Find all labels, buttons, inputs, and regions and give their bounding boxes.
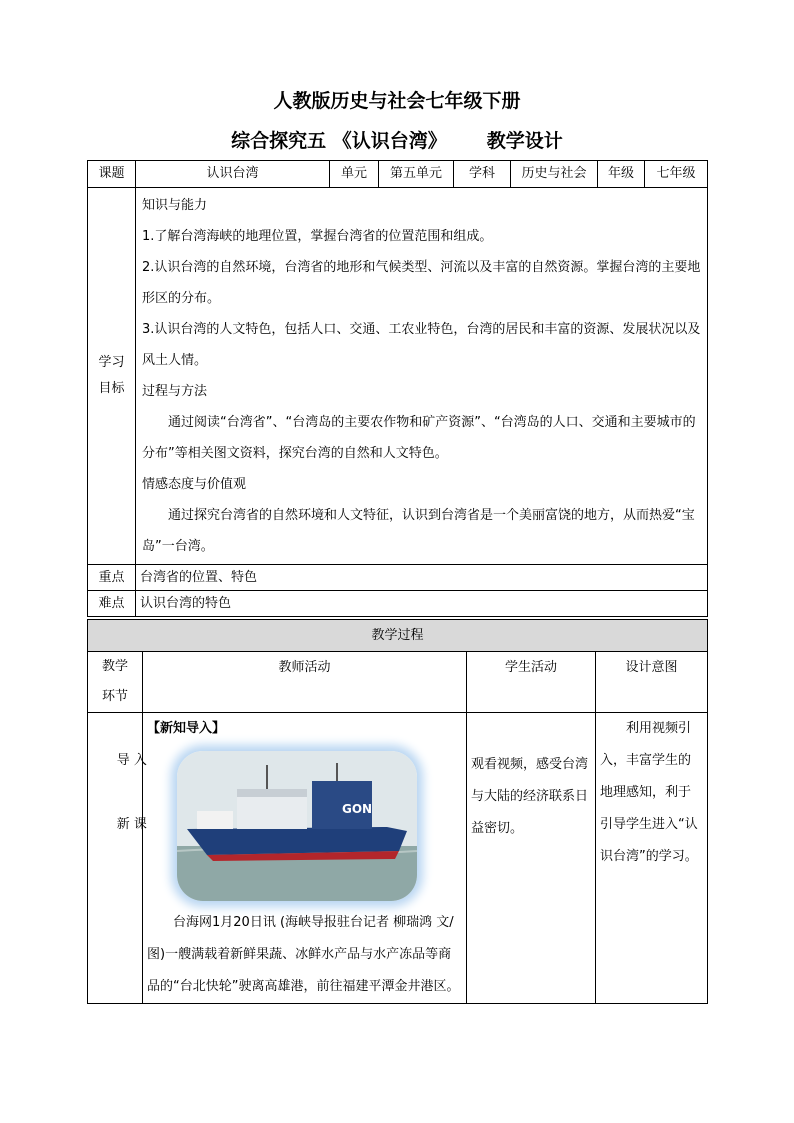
intro-design — [596, 713, 708, 1004]
emotion-text: 通过探究台湾省的自然环境和人文特征，认识到台湾省是一个美丽富饶的地方，从而热爱“宝岛”一台湾。 — [142, 508, 695, 554]
col-stage — [88, 652, 143, 713]
process-text: 通过阅读“台湾省”、“台湾岛的主要农作物和矿产资源”、“台湾岛的人口、交通和主要城市的分布”等相关图文资料，探究台湾的自然和人文特色。 — [142, 415, 696, 461]
emotion-heading: 情感态度与价值观 — [142, 477, 247, 492]
goals-label-line1: 学习 — [98, 355, 125, 370]
col-teacher: 教师活动 — [143, 652, 467, 713]
ship-logo-text: GON — [342, 802, 373, 816]
knowledge-item-3: 3.认识台湾的人文特色，包括人口、交通、工农业特色，台湾的居民和丰富的资源、发展状况以及风土人情。 — [142, 322, 701, 368]
process-band-row — [88, 620, 708, 652]
difficulties-value: 认识台湾的特色 — [136, 591, 708, 617]
difficulties-label: 难点 — [88, 591, 136, 617]
goals-label-line2: 目标 — [98, 381, 125, 396]
subject-value: 历史与社会 — [511, 161, 598, 188]
unit-label: 单元 — [330, 161, 379, 188]
process-heading: 过程与方法 — [142, 384, 208, 399]
subtitle-part-b: 教学设计 — [486, 130, 563, 152]
process-band: 教学过程 — [88, 620, 708, 652]
design-text: 利用视频引入，丰富学生的地理感知，利于引导学生进入“认识台湾”的学习。 — [600, 721, 698, 864]
grade-value: 七年级 — [645, 161, 708, 188]
process-header-row — [88, 652, 708, 713]
info-row — [88, 161, 708, 188]
document-subtitle — [0, 126, 794, 153]
intro-stage-line2: 新 课 — [116, 817, 147, 832]
goals-row — [88, 188, 708, 565]
subtitle-part-a: 综合探究五 《认识台湾》 — [231, 130, 447, 152]
knowledge-item-1: 1.了解台湾海峡的地理位置，掌握台湾省的位置范围和组成。 — [142, 229, 493, 244]
knowledge-item-2: 2.认识台湾的自然环境，台湾省的地形和气候类型、河流以及丰富的自然资源。掌握台湾的主要地形区的分布。 — [142, 260, 701, 306]
goals-label — [88, 188, 136, 565]
goals-content — [136, 188, 708, 565]
intro-student — [467, 713, 596, 1004]
info-table — [87, 160, 708, 617]
topic-value: 认识台湾 — [136, 161, 330, 188]
ship-image — [177, 751, 417, 901]
intro-stage-line1: 导 入 — [116, 753, 147, 768]
key-points-value: 台湾省的位置、特色 — [136, 565, 708, 591]
key-points-label: 重点 — [88, 565, 136, 591]
knowledge-heading: 知识与能力 — [142, 198, 208, 213]
col-stage-line1: 教学 — [101, 659, 128, 674]
process-table — [87, 619, 708, 1004]
unit-value: 第五单元 — [379, 161, 454, 188]
student-text: 观看视频，感受台湾与大陆的经济联系日益密切。 — [471, 757, 589, 836]
intro-teacher — [143, 713, 467, 1004]
difficulties-row — [88, 591, 708, 617]
news-paragraph — [147, 907, 462, 1003]
ship-photo — [177, 751, 417, 901]
topic-label: 课题 — [88, 161, 136, 188]
col-design: 设计意图 — [596, 652, 708, 713]
col-stage-line2: 环节 — [101, 689, 128, 704]
intro-stage — [88, 713, 147, 1004]
intro-row — [88, 713, 708, 1004]
news-text: 台海网1月20日讯 (海峡导报驻台记者 柳瑞鸿 文/图)一艘满载着新鲜果蔬、冰鲜水产品与水产冻品等商品的“台北快轮”驶离高雄港，前往福建平潭金井港区。 — [147, 915, 460, 994]
intro-heading: 【新知导入】 — [147, 721, 226, 736]
document-title: 人教版历史与社会七年级下册 — [273, 90, 521, 112]
col-student: 学生活动 — [467, 652, 596, 713]
key-points-row — [88, 565, 708, 591]
grade-label: 年级 — [598, 161, 645, 188]
subject-label: 学科 — [454, 161, 511, 188]
